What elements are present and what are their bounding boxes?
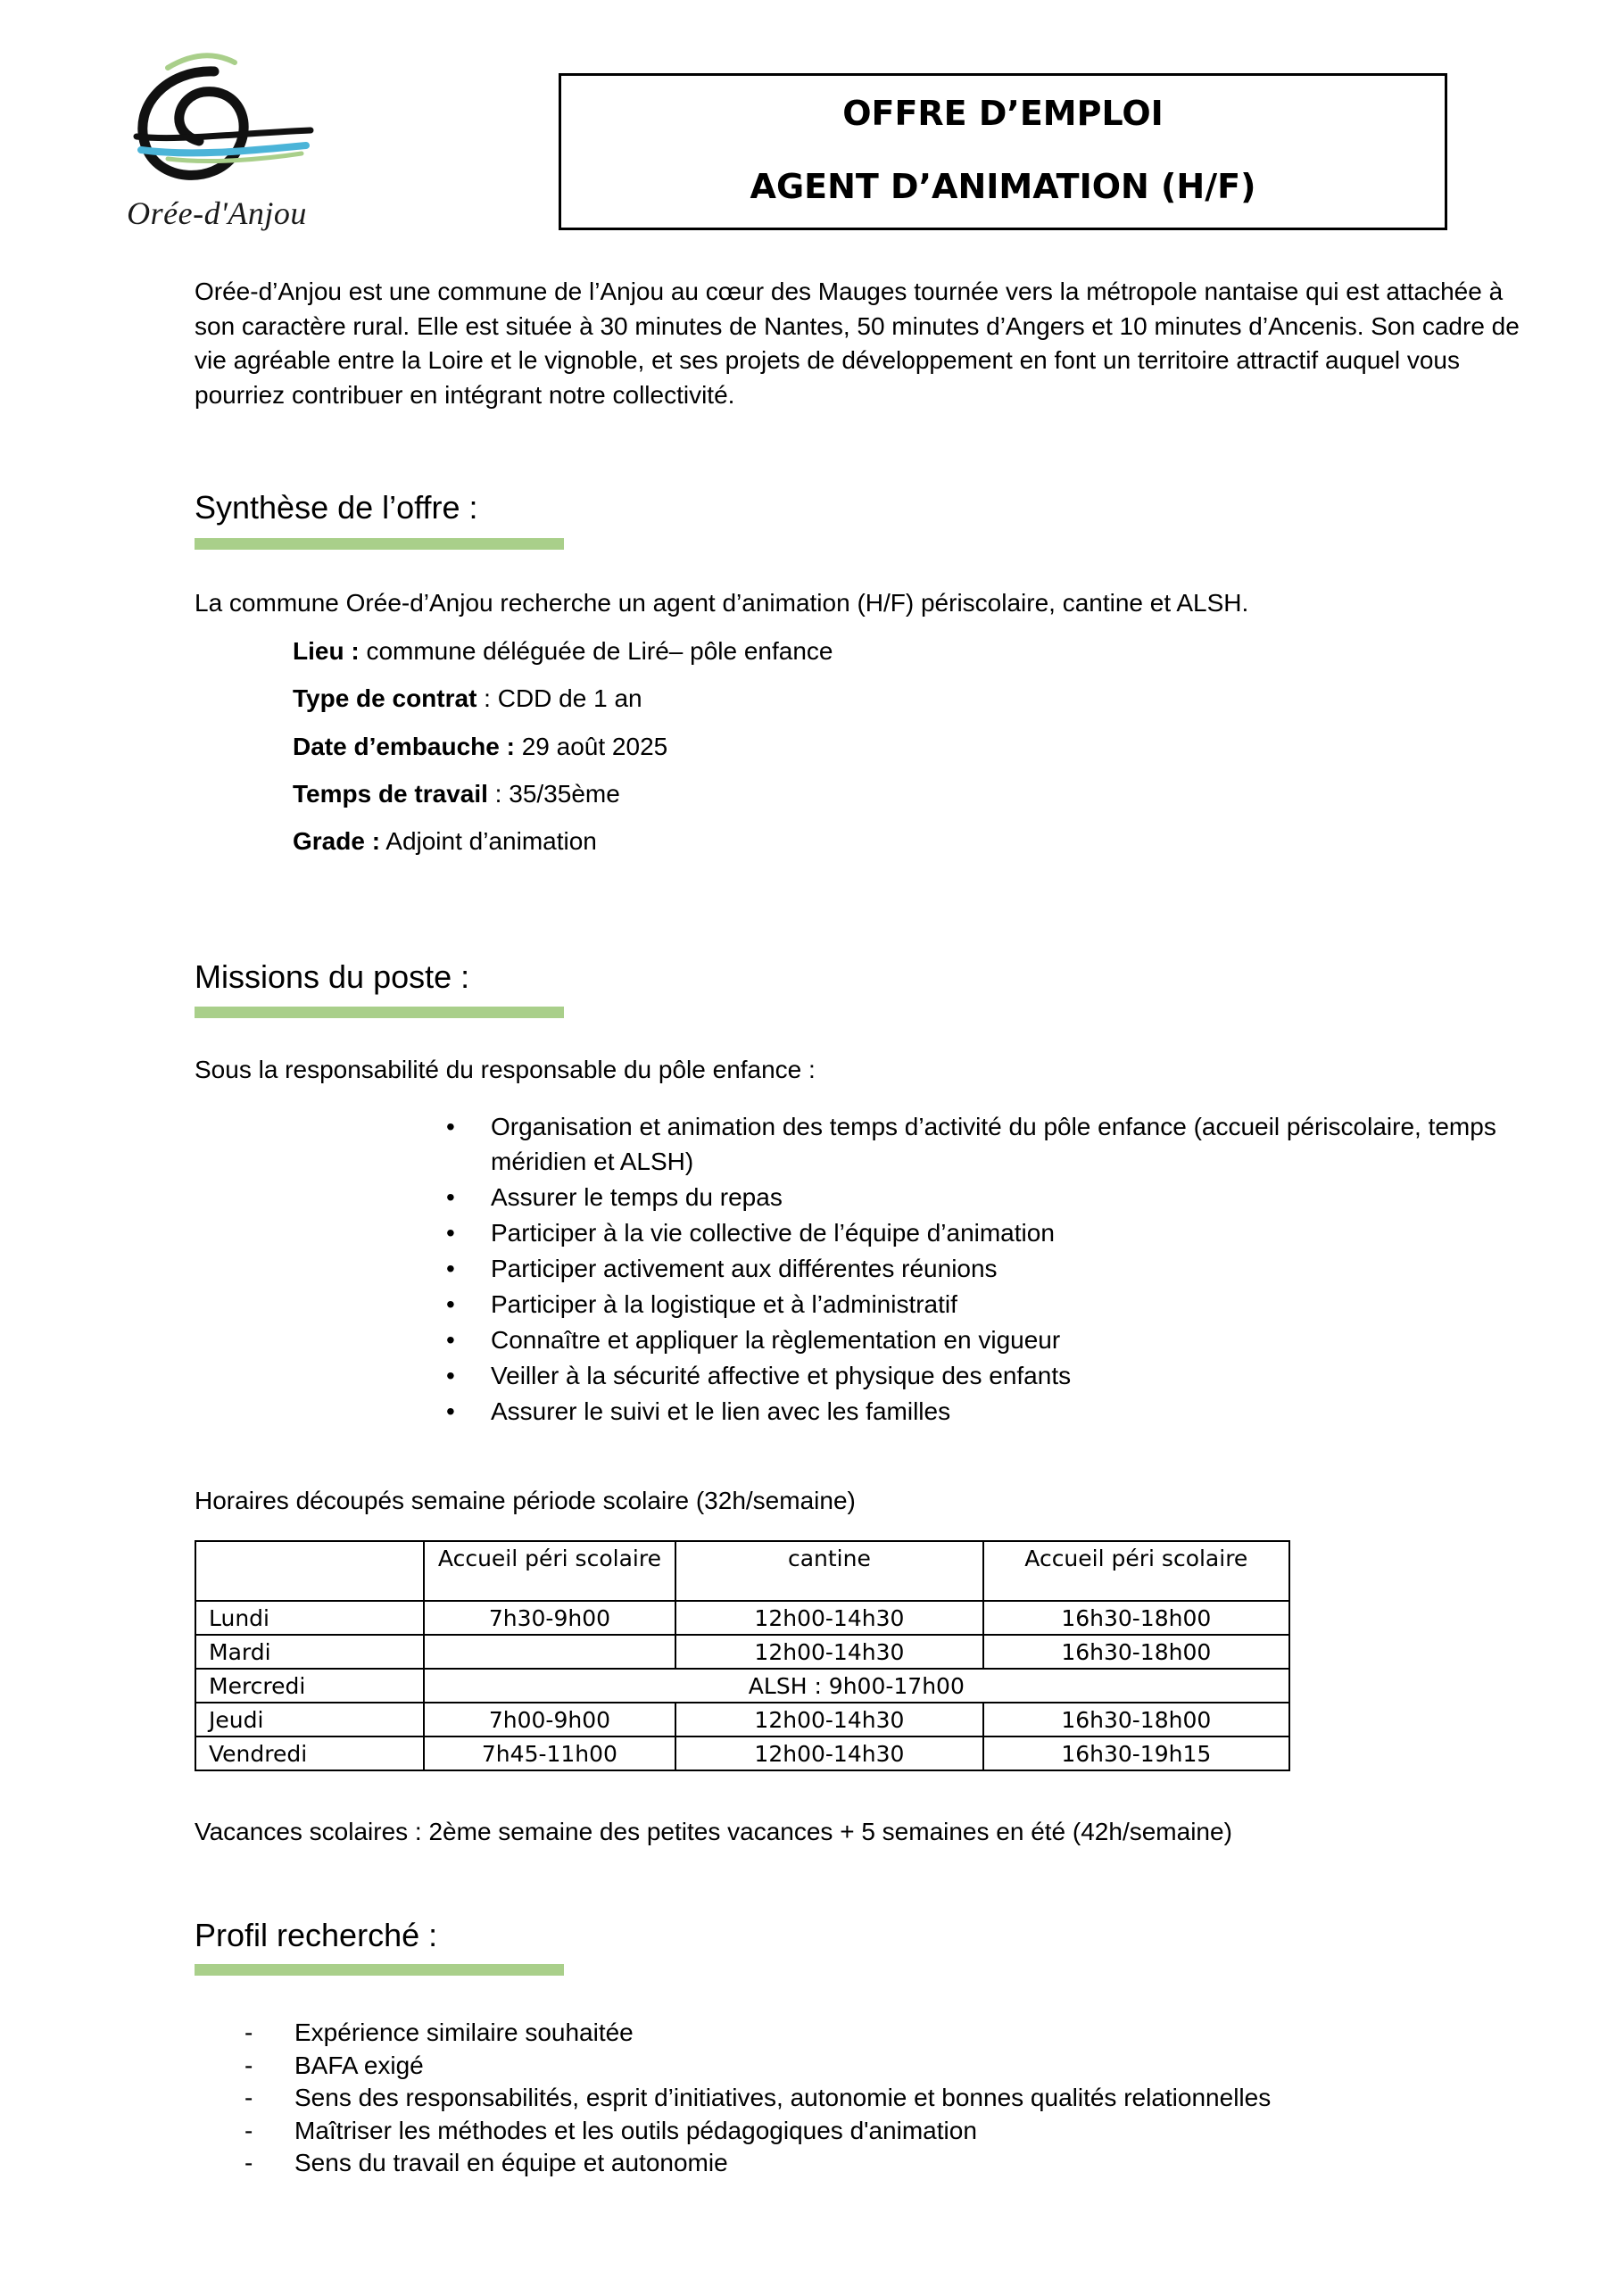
section-underline [195,538,564,550]
field-value: 29 août 2025 [514,732,668,760]
table-row [195,1669,1289,1703]
title-box [559,73,1447,230]
list-item-text: Sens du travail en équipe et autonomie [294,2149,728,2176]
profil-list [241,2017,1271,2180]
list-item-text: Participer activement aux différentes réunions [491,1255,998,1282]
list-item [241,2115,1271,2148]
table-cell: 7h30-9h00 [424,1601,676,1635]
list-item-text: Maîtriser les méthodes et les outils pédagogiques d'animation [294,2116,977,2144]
section-title-missions: Missions du poste : [195,958,470,995]
table-row [195,1635,1289,1669]
table-cell: 7h00-9h00 [424,1703,676,1737]
logo-emblem [114,52,318,199]
dash-icon: - [244,2051,253,2079]
table-cell-day: Mardi [195,1635,424,1669]
field-label: Temps de travail [293,779,488,808]
list-item-text: Participer à la vie collective de l’équipe d’animation [491,1219,1055,1247]
list-item [446,1251,1562,1286]
bullet-icon: • [446,1183,455,1211]
table-cell-merged: ALSH : 9h00-17h00 [424,1669,1289,1703]
field-label: Lieu : [293,637,360,665]
bullet-icon: • [446,1255,455,1282]
section-title-profil: Profil recherché : [195,1917,438,1953]
list-item-text: BAFA exigé [294,2051,424,2079]
field-value: : CDD de 1 an [476,684,642,713]
field-value: commune déléguée de Liré– pôle enfance [359,637,833,665]
job-title: AGENT D’ANIMATION (H/F) [750,167,1256,206]
table-cell: 16h30-18h00 [983,1703,1289,1737]
missions-list [446,1109,1562,1430]
table-cell: 12h00-14h30 [675,1601,982,1635]
list-item-text: Organisation et animation des temps d’activité du pôle enfance (accueil périscolaire, temps méridien et ALSH) [491,1113,1496,1175]
dash-icon: - [244,2116,253,2144]
section-title-synthese: Synthèse de l’offre : [195,489,478,526]
field-embauche [293,729,833,776]
schedule-caption: Horaires découpés semaine période scolaire (32h/semaine) [195,1487,856,1514]
table-row [195,1737,1289,1770]
table-cell-day: Jeudi [195,1703,424,1737]
section-underline [195,1007,564,1018]
bullet-icon: • [446,1113,455,1140]
table-header-cell [195,1541,424,1601]
list-item-text: Expérience similaire souhaitée [294,2018,634,2046]
table-cell [424,1635,676,1669]
synthese-lead: La commune Orée-d’Anjou recherche un agent d’animation (H/F) périscolaire, cantine et ALSH. [195,589,1249,617]
list-item [241,2147,1271,2180]
field-grade [293,824,833,871]
dash-icon: - [244,2149,253,2176]
bullet-icon: • [446,1219,455,1247]
list-item [446,1287,1562,1322]
list-item [446,1358,1562,1393]
dash-icon: - [244,2018,253,2046]
bullet-icon: • [446,1362,455,1389]
list-item [446,1322,1562,1357]
field-label: Grade : [293,827,381,856]
offer-fields [293,634,833,871]
list-item-text: Assurer le temps du repas [491,1183,783,1211]
list-item-text: Connaître et appliquer la règlementation en vigueur [491,1326,1061,1354]
list-item-text: Sens des responsabilités, esprit d’initiatives, autonomie et bonnes qualités relationnelles [294,2084,1272,2111]
list-item-text: Assurer le suivi et le lien avec les familles [491,1397,951,1425]
table-cell-day: Mercredi [195,1669,424,1703]
list-item-text: Participer à la logistique et à l’administratif [491,1290,957,1318]
list-item [446,1394,1562,1429]
table-cell: 12h00-14h30 [675,1703,982,1737]
table-cell: 12h00-14h30 [675,1635,982,1669]
table-header-cell: Accueil péri scolaire [983,1541,1289,1601]
bullet-icon: • [446,1290,455,1318]
list-item [446,1215,1562,1250]
table-cell: 16h30-18h00 [983,1601,1289,1635]
table-header-row [195,1541,1289,1601]
table-row [195,1601,1289,1635]
field-label: Date d’embauche : [293,732,515,760]
oree-danjou-logo [114,52,318,244]
field-value: : 35/35ème [487,779,620,808]
schedule-table [195,1540,1290,1771]
field-lieu [293,634,833,681]
table-header-cell: cantine [675,1541,982,1601]
bullet-icon: • [446,1326,455,1354]
table-row [195,1703,1289,1737]
table-cell: 16h30-18h00 [983,1635,1289,1669]
list-item [241,2082,1271,2115]
list-item [446,1180,1562,1214]
field-label: Type de contrat [293,684,477,713]
section-underline [195,1964,564,1976]
list-item [241,2017,1271,2050]
field-temps [293,776,833,824]
missions-lead: Sous la responsabilité du responsable du pôle enfance : [195,1056,816,1083]
table-cell-day: Vendredi [195,1737,424,1770]
table-cell: 7h45-11h00 [424,1737,676,1770]
list-item-text: Veiller à la sécurité affective et physique des enfants [491,1362,1072,1389]
bullet-icon: • [446,1397,455,1425]
field-contrat [293,681,833,728]
table-cell: 12h00-14h30 [675,1737,982,1770]
dash-icon: - [244,2084,253,2111]
document-title: OFFRE D’EMPLOI [842,94,1164,133]
intro-paragraph: Orée-d’Anjou est une commune de l’Anjou au cœur des Mauges tournée vers la métropole nantaise qui est attachée à son caractère rural. Elle est située à 30 minutes de Nantes, 50 minutes d’Angers et 10 minutes d’Ancenis. Son cadre de vie agréable entre la Loire et le vignoble, et ses projets de développement en font un territoire attractif auquel vous pourriez contribuer en intégrant notre collectivité. [195,278,1520,409]
table-cell-day: Lundi [195,1601,424,1635]
field-value: Adjoint d’animation [380,827,597,856]
logo-text: Orée-d'Anjou [127,195,307,231]
table-header-cell: Accueil péri scolaire [424,1541,676,1601]
table-cell: 16h30-19h15 [983,1737,1289,1770]
list-item [446,1109,1562,1179]
list-item [241,2050,1271,2083]
holidays-note: Vacances scolaires : 2ème semaine des petites vacances + 5 semaines en été (42h/semaine) [195,1818,1232,1845]
